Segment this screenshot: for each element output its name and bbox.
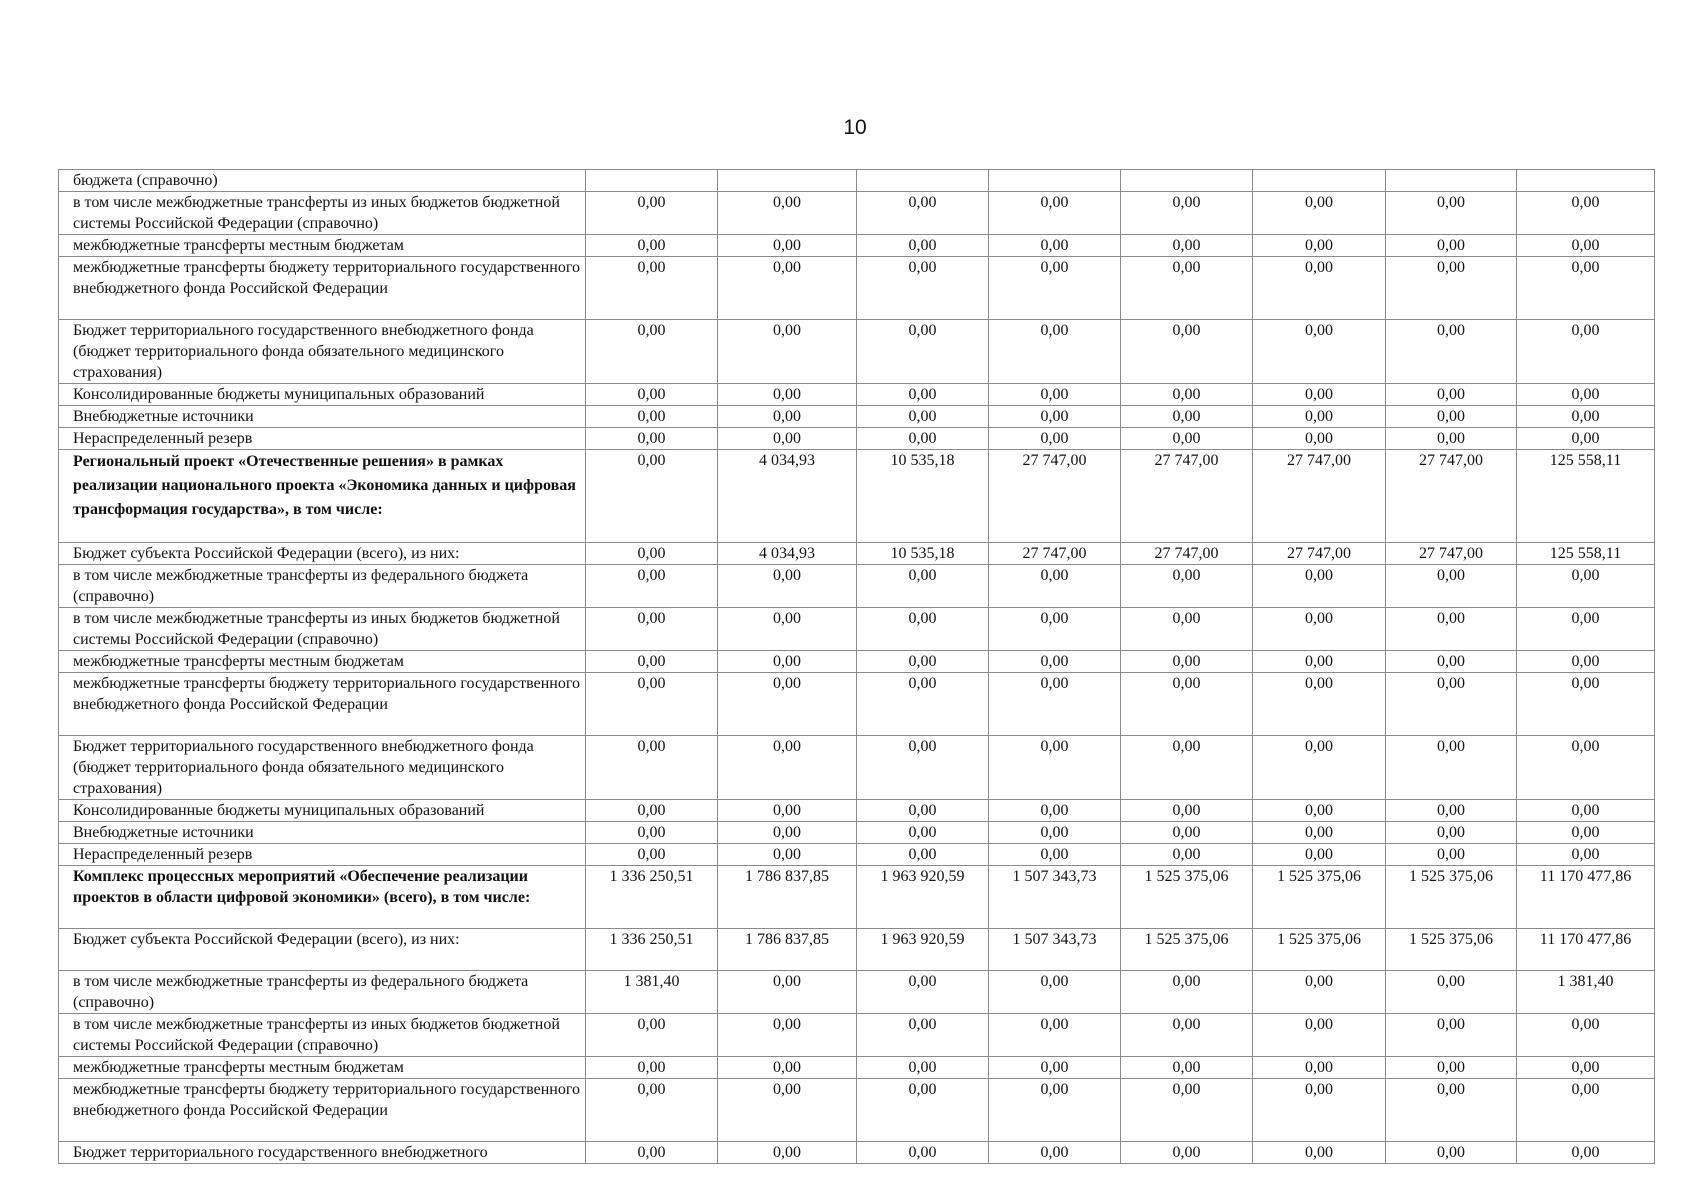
value-cell-col-2: 4 034,93	[718, 543, 857, 565]
table-row	[59, 1014, 1655, 1057]
value-cell-col-6: 0,00	[1253, 971, 1386, 1014]
row-label: межбюджетные трансферты бюджету территориального государственного внебюджетного фонда Российской Федерации	[59, 1079, 586, 1142]
value-cell-col-6: 1 525 375,06	[1253, 929, 1386, 971]
value-cell-col-8: 0,00	[1517, 384, 1655, 406]
value-cell-col-2: 0,00	[718, 608, 857, 651]
value-cell-col-4: 0,00	[989, 257, 1121, 320]
value-cell-col-2: 0,00	[718, 1142, 857, 1164]
value-cell-col-6	[1253, 170, 1386, 192]
value-cell-col-5: 1 525 375,06	[1121, 866, 1253, 929]
table-row	[59, 170, 1655, 192]
value-cell-col-6: 0,00	[1253, 1079, 1386, 1142]
value-cell-col-8: 11 170 477,86	[1517, 866, 1655, 929]
value-cell-col-8: 0,00	[1517, 800, 1655, 822]
value-cell-col-1: 0,00	[586, 428, 718, 450]
value-cell-col-6: 0,00	[1253, 235, 1386, 257]
value-cell-col-8: 0,00	[1517, 235, 1655, 257]
value-cell-col-1: 0,00	[586, 673, 718, 736]
row-label: Бюджет субъекта Российской Федерации (всего), из них:	[59, 543, 586, 565]
value-cell-col-2: 0,00	[718, 565, 857, 608]
value-cell-col-6: 0,00	[1253, 822, 1386, 844]
value-cell-col-6: 0,00	[1253, 1014, 1386, 1057]
value-cell-col-1: 0,00	[586, 822, 718, 844]
value-cell-col-1: 0,00	[586, 192, 718, 235]
table-row	[59, 257, 1655, 320]
row-label: Региональный проект «Отечественные решения» в рамках реализации национального проекта «Экономика данных и цифровая трансформация государства», в том числе:	[59, 450, 586, 543]
value-cell-col-5	[1121, 170, 1253, 192]
row-label: Нераспределенный резерв	[59, 428, 586, 450]
value-cell-col-6: 0,00	[1253, 800, 1386, 822]
value-cell-col-8: 0,00	[1517, 1014, 1655, 1057]
value-cell-col-2: 0,00	[718, 406, 857, 428]
table-row	[59, 1079, 1655, 1142]
value-cell-col-8: 0,00	[1517, 192, 1655, 235]
row-label: Консолидированные бюджеты муниципальных образований	[59, 384, 586, 406]
value-cell-col-4: 1 507 343,73	[989, 929, 1121, 971]
value-cell-col-7: 0,00	[1386, 1142, 1517, 1164]
value-cell-col-4: 0,00	[989, 428, 1121, 450]
value-cell-col-5: 0,00	[1121, 235, 1253, 257]
table-row-section-total	[59, 866, 1655, 929]
value-cell-col-3: 0,00	[857, 1057, 989, 1079]
value-cell-col-5: 0,00	[1121, 800, 1253, 822]
value-cell-col-5: 0,00	[1121, 822, 1253, 844]
value-cell-col-8: 0,00	[1517, 608, 1655, 651]
value-cell-col-7: 0,00	[1386, 736, 1517, 800]
value-cell-col-1: 0,00	[586, 543, 718, 565]
value-cell-col-7	[1386, 170, 1517, 192]
value-cell-col-1: 0,00	[586, 1142, 718, 1164]
value-cell-col-2: 0,00	[718, 235, 857, 257]
value-cell-col-5: 27 747,00	[1121, 450, 1253, 543]
value-cell-col-5: 0,00	[1121, 192, 1253, 235]
value-cell-col-1: 0,00	[586, 257, 718, 320]
row-label: межбюджетные трансферты бюджету территориального государственного внебюджетного фонда Российской Федерации	[59, 673, 586, 736]
value-cell-col-3: 0,00	[857, 1079, 989, 1142]
value-cell-col-8: 11 170 477,86	[1517, 929, 1655, 971]
value-cell-col-3: 0,00	[857, 384, 989, 406]
value-cell-col-1: 0,00	[586, 1014, 718, 1057]
value-cell-col-4: 0,00	[989, 736, 1121, 800]
value-cell-col-3: 0,00	[857, 971, 989, 1014]
table-row	[59, 320, 1655, 384]
value-cell-col-3: 0,00	[857, 651, 989, 673]
value-cell-col-1: 0,00	[586, 608, 718, 651]
value-cell-col-5: 0,00	[1121, 651, 1253, 673]
row-label: Бюджет территориального государственного внебюджетного	[59, 1142, 586, 1164]
value-cell-col-3: 10 535,18	[857, 543, 989, 565]
value-cell-col-3: 0,00	[857, 1014, 989, 1057]
value-cell-col-3: 0,00	[857, 192, 989, 235]
value-cell-col-3: 0,00	[857, 406, 989, 428]
value-cell-col-2: 0,00	[718, 736, 857, 800]
value-cell-col-7: 0,00	[1386, 673, 1517, 736]
value-cell-col-7: 0,00	[1386, 1014, 1517, 1057]
value-cell-col-8: 0,00	[1517, 406, 1655, 428]
value-cell-col-7: 1 525 375,06	[1386, 929, 1517, 971]
value-cell-col-6: 27 747,00	[1253, 543, 1386, 565]
value-cell-col-2: 0,00	[718, 971, 857, 1014]
value-cell-col-6: 0,00	[1253, 428, 1386, 450]
value-cell-col-3: 0,00	[857, 1142, 989, 1164]
value-cell-col-3	[857, 170, 989, 192]
value-cell-col-2: 0,00	[718, 384, 857, 406]
value-cell-col-2: 0,00	[718, 320, 857, 384]
value-cell-col-4: 27 747,00	[989, 543, 1121, 565]
value-cell-col-3: 0,00	[857, 565, 989, 608]
value-cell-col-7: 0,00	[1386, 1079, 1517, 1142]
value-cell-col-7: 0,00	[1386, 971, 1517, 1014]
value-cell-col-5: 0,00	[1121, 971, 1253, 1014]
value-cell-col-4: 1 507 343,73	[989, 866, 1121, 929]
table-row	[59, 608, 1655, 651]
value-cell-col-1: 0,00	[586, 565, 718, 608]
row-label: бюджета (справочно)	[59, 170, 586, 192]
table-row	[59, 929, 1655, 971]
value-cell-col-7: 0,00	[1386, 844, 1517, 866]
value-cell-col-1: 0,00	[586, 800, 718, 822]
table-row	[59, 565, 1655, 608]
value-cell-col-7: 0,00	[1386, 257, 1517, 320]
value-cell-col-8: 0,00	[1517, 428, 1655, 450]
value-cell-col-5: 0,00	[1121, 320, 1253, 384]
value-cell-col-4: 0,00	[989, 1014, 1121, 1057]
value-cell-col-6: 27 747,00	[1253, 450, 1386, 543]
value-cell-col-8: 1 381,40	[1517, 971, 1655, 1014]
row-label: Внебюджетные источники	[59, 822, 586, 844]
value-cell-col-4: 0,00	[989, 235, 1121, 257]
value-cell-col-6: 0,00	[1253, 651, 1386, 673]
value-cell-col-1: 0,00	[586, 320, 718, 384]
value-cell-col-1: 0,00	[586, 1079, 718, 1142]
value-cell-col-8: 0,00	[1517, 1057, 1655, 1079]
value-cell-col-3: 0,00	[857, 800, 989, 822]
value-cell-col-7: 0,00	[1386, 800, 1517, 822]
value-cell-col-7: 1 525 375,06	[1386, 866, 1517, 929]
table-row	[59, 800, 1655, 822]
value-cell-col-7: 0,00	[1386, 428, 1517, 450]
value-cell-col-2	[718, 170, 857, 192]
value-cell-col-6: 0,00	[1253, 565, 1386, 608]
row-label: в том числе межбюджетные трансферты из иных бюджетов бюджетной системы Российской Федерации (справочно)	[59, 608, 586, 651]
row-label: Бюджет территориального государственного внебюджетного фонда (бюджет территориального фонда обязательного медицинского страхования)	[59, 736, 586, 800]
page-number: 10	[843, 116, 867, 139]
budget-table-body	[59, 170, 1655, 1164]
value-cell-col-4: 0,00	[989, 1079, 1121, 1142]
value-cell-col-7: 0,00	[1386, 320, 1517, 384]
value-cell-col-4: 0,00	[989, 565, 1121, 608]
value-cell-col-2: 0,00	[718, 428, 857, 450]
value-cell-col-8: 0,00	[1517, 844, 1655, 866]
value-cell-col-3: 10 535,18	[857, 450, 989, 543]
value-cell-col-5: 0,00	[1121, 1014, 1253, 1057]
value-cell-col-1: 1 381,40	[586, 971, 718, 1014]
value-cell-col-2: 0,00	[718, 1079, 857, 1142]
value-cell-col-8: 125 558,11	[1517, 543, 1655, 565]
value-cell-col-1: 0,00	[586, 736, 718, 800]
value-cell-col-4: 0,00	[989, 673, 1121, 736]
value-cell-col-2: 0,00	[718, 257, 857, 320]
row-label: в том числе межбюджетные трансферты из иных бюджетов бюджетной системы Российской Федерации (справочно)	[59, 192, 586, 235]
value-cell-col-4: 0,00	[989, 384, 1121, 406]
row-label: межбюджетные трансферты бюджету территориального государственного внебюджетного фонда Российской Федерации	[59, 257, 586, 320]
table-row	[59, 384, 1655, 406]
value-cell-col-2: 4 034,93	[718, 450, 857, 543]
value-cell-col-3: 0,00	[857, 822, 989, 844]
table-row	[59, 406, 1655, 428]
value-cell-col-8	[1517, 170, 1655, 192]
value-cell-col-6: 0,00	[1253, 736, 1386, 800]
value-cell-col-3: 0,00	[857, 257, 989, 320]
value-cell-col-5: 0,00	[1121, 673, 1253, 736]
value-cell-col-5: 0,00	[1121, 608, 1253, 651]
value-cell-col-5: 0,00	[1121, 844, 1253, 866]
table-row	[59, 971, 1655, 1014]
value-cell-col-1: 1 336 250,51	[586, 866, 718, 929]
value-cell-col-8: 125 558,11	[1517, 450, 1655, 543]
row-label: межбюджетные трансферты местным бюджетам	[59, 651, 586, 673]
table-row	[59, 1142, 1655, 1164]
value-cell-col-5: 1 525 375,06	[1121, 929, 1253, 971]
row-label: Консолидированные бюджеты муниципальных образований	[59, 800, 586, 822]
value-cell-col-3: 0,00	[857, 235, 989, 257]
table-row	[59, 192, 1655, 235]
value-cell-col-4: 0,00	[989, 406, 1121, 428]
value-cell-col-6: 0,00	[1253, 384, 1386, 406]
value-cell-col-5: 0,00	[1121, 406, 1253, 428]
value-cell-col-3: 1 963 920,59	[857, 866, 989, 929]
value-cell-col-3: 0,00	[857, 320, 989, 384]
value-cell-col-1: 0,00	[586, 651, 718, 673]
row-label: Бюджет субъекта Российской Федерации (всего), из них:	[59, 929, 586, 971]
row-label: Нераспределенный резерв	[59, 844, 586, 866]
value-cell-col-7: 0,00	[1386, 235, 1517, 257]
value-cell-col-4: 0,00	[989, 971, 1121, 1014]
table-row	[59, 235, 1655, 257]
value-cell-col-5: 27 747,00	[1121, 543, 1253, 565]
value-cell-col-8: 0,00	[1517, 822, 1655, 844]
row-label: в том числе межбюджетные трансферты из федерального бюджета (справочно)	[59, 971, 586, 1014]
value-cell-col-7: 0,00	[1386, 192, 1517, 235]
value-cell-col-2: 0,00	[718, 822, 857, 844]
value-cell-col-4: 0,00	[989, 844, 1121, 866]
row-label: в том числе межбюджетные трансферты из иных бюджетов бюджетной системы Российской Федерации (справочно)	[59, 1014, 586, 1057]
value-cell-col-2: 0,00	[718, 651, 857, 673]
value-cell-col-6: 0,00	[1253, 1057, 1386, 1079]
value-cell-col-5: 0,00	[1121, 736, 1253, 800]
value-cell-col-6: 0,00	[1253, 1142, 1386, 1164]
value-cell-col-6: 0,00	[1253, 192, 1386, 235]
value-cell-col-5: 0,00	[1121, 565, 1253, 608]
value-cell-col-5: 0,00	[1121, 1057, 1253, 1079]
value-cell-col-6: 0,00	[1253, 844, 1386, 866]
value-cell-col-5: 0,00	[1121, 428, 1253, 450]
value-cell-col-2: 0,00	[718, 1014, 857, 1057]
value-cell-col-4: 0,00	[989, 192, 1121, 235]
value-cell-col-5: 0,00	[1121, 257, 1253, 320]
table-row	[59, 651, 1655, 673]
value-cell-col-8: 0,00	[1517, 257, 1655, 320]
value-cell-col-1: 0,00	[586, 235, 718, 257]
value-cell-col-7: 0,00	[1386, 1057, 1517, 1079]
table-row	[59, 822, 1655, 844]
value-cell-col-2: 0,00	[718, 673, 857, 736]
value-cell-col-1	[586, 170, 718, 192]
value-cell-col-3: 0,00	[857, 428, 989, 450]
value-cell-col-2: 0,00	[718, 1057, 857, 1079]
value-cell-col-4: 0,00	[989, 320, 1121, 384]
value-cell-col-8: 0,00	[1517, 736, 1655, 800]
value-cell-col-1: 0,00	[586, 384, 718, 406]
table-row-section-total	[59, 450, 1655, 543]
value-cell-col-6: 0,00	[1253, 673, 1386, 736]
value-cell-col-4	[989, 170, 1121, 192]
value-cell-col-1: 0,00	[586, 844, 718, 866]
row-label: межбюджетные трансферты местным бюджетам	[59, 1057, 586, 1079]
value-cell-col-6: 1 525 375,06	[1253, 866, 1386, 929]
value-cell-col-4: 0,00	[989, 1057, 1121, 1079]
table-row	[59, 543, 1655, 565]
value-cell-col-4: 27 747,00	[989, 450, 1121, 543]
value-cell-col-4: 0,00	[989, 800, 1121, 822]
value-cell-col-4: 0,00	[989, 651, 1121, 673]
value-cell-col-5: 0,00	[1121, 1079, 1253, 1142]
value-cell-col-7: 0,00	[1386, 565, 1517, 608]
value-cell-col-7: 0,00	[1386, 608, 1517, 651]
value-cell-col-7: 27 747,00	[1386, 543, 1517, 565]
table-row	[59, 428, 1655, 450]
row-label: Комплекс процессных мероприятий «Обеспечение реализации проектов в области цифровой экономики» (всего), в том числе:	[59, 866, 586, 929]
value-cell-col-8: 0,00	[1517, 1079, 1655, 1142]
value-cell-col-5: 0,00	[1121, 384, 1253, 406]
value-cell-col-6: 0,00	[1253, 608, 1386, 651]
value-cell-col-4: 0,00	[989, 608, 1121, 651]
value-cell-col-2: 0,00	[718, 844, 857, 866]
table-row	[59, 673, 1655, 736]
value-cell-col-7: 27 747,00	[1386, 450, 1517, 543]
value-cell-col-8: 0,00	[1517, 1142, 1655, 1164]
value-cell-col-5: 0,00	[1121, 1142, 1253, 1164]
value-cell-col-7: 0,00	[1386, 406, 1517, 428]
value-cell-col-2: 1 786 837,85	[718, 929, 857, 971]
value-cell-col-2: 1 786 837,85	[718, 866, 857, 929]
table-row	[59, 736, 1655, 800]
value-cell-col-6: 0,00	[1253, 320, 1386, 384]
row-label: в том числе межбюджетные трансферты из федерального бюджета (справочно)	[59, 565, 586, 608]
value-cell-col-8: 0,00	[1517, 565, 1655, 608]
value-cell-col-8: 0,00	[1517, 320, 1655, 384]
table-row	[59, 1057, 1655, 1079]
value-cell-col-6: 0,00	[1253, 257, 1386, 320]
value-cell-col-1: 0,00	[586, 406, 718, 428]
row-label: межбюджетные трансферты местным бюджетам	[59, 235, 586, 257]
value-cell-col-3: 0,00	[857, 673, 989, 736]
value-cell-col-8: 0,00	[1517, 651, 1655, 673]
value-cell-col-3: 0,00	[857, 844, 989, 866]
value-cell-col-7: 0,00	[1386, 822, 1517, 844]
table-row	[59, 844, 1655, 866]
value-cell-col-6: 0,00	[1253, 406, 1386, 428]
value-cell-col-3: 1 963 920,59	[857, 929, 989, 971]
value-cell-col-2: 0,00	[718, 800, 857, 822]
value-cell-col-3: 0,00	[857, 608, 989, 651]
value-cell-col-1: 0,00	[586, 1057, 718, 1079]
value-cell-col-4: 0,00	[989, 1142, 1121, 1164]
row-label: Бюджет территориального государственного внебюджетного фонда (бюджет территориального фонда обязательного медицинского страхования)	[59, 320, 586, 384]
value-cell-col-1: 0,00	[586, 450, 718, 543]
value-cell-col-2: 0,00	[718, 192, 857, 235]
value-cell-col-4: 0,00	[989, 822, 1121, 844]
value-cell-col-7: 0,00	[1386, 384, 1517, 406]
value-cell-col-1: 1 336 250,51	[586, 929, 718, 971]
row-label: Внебюджетные источники	[59, 406, 586, 428]
budget-table	[58, 169, 1655, 1164]
value-cell-col-7: 0,00	[1386, 651, 1517, 673]
value-cell-col-8: 0,00	[1517, 673, 1655, 736]
value-cell-col-3: 0,00	[857, 736, 989, 800]
